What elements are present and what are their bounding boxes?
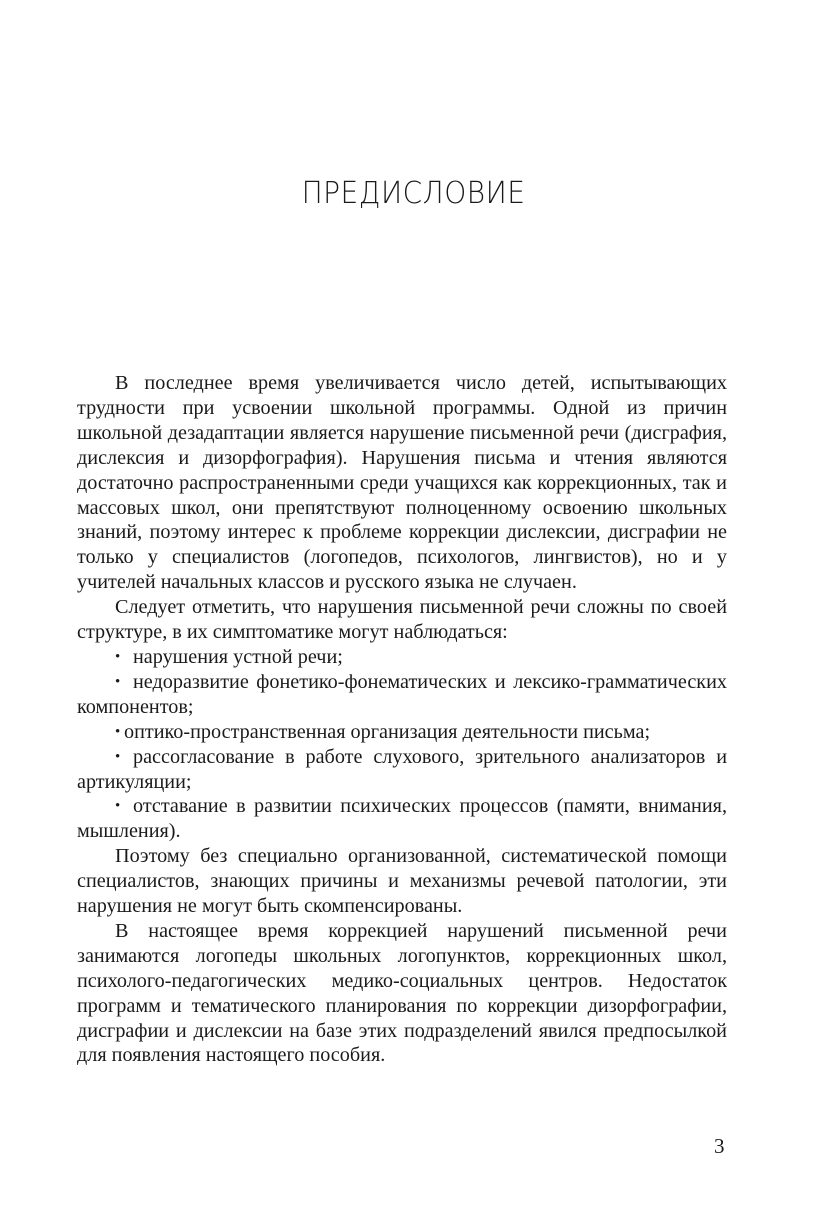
bullet-item — [77, 645, 727, 670]
bullet-item — [77, 670, 727, 720]
paragraph: В последнее время увеличивается число детей, испытывающих трудности при усвоении школьной программы. Одной из причин школьной дезадаптации является нарушение письменной речи (дисграфия, дислексия и дизорфография). Нарушения письма и чтения являются достаточно распространенными среди учащихся как коррекционных, так и массовых школ, они препятствуют полноценному освоению школьных знаний, поэтому интерес к проблеме коррекции дислексии, дисграфии не только у специалистов (логопедов, психологов, лингвистов), но и у учителей начальных классов и русского языка не случаен. — [77, 372, 727, 594]
body-text — [77, 371, 727, 1068]
paragraph: Поэтому без специально организованной, систематической помощи специалистов, знающих причины и механизмы речевой патологии, эти нарушения не могут быть скомпенсированы. — [77, 845, 727, 918]
bullet-text: отставание в развитии психических процессов (памяти, внимания, мышления). — [77, 795, 727, 843]
bullet-icon: • — [115, 798, 121, 815]
bullet-icon: • — [115, 673, 121, 690]
bullet-item — [77, 794, 727, 844]
bullet-item — [77, 745, 727, 795]
bullet-item — [77, 720, 727, 745]
page-number: 3 — [714, 1134, 725, 1158]
bullet-text: рассогласование в работе слухового, зрительного анализаторов и артикуляции; — [77, 745, 727, 793]
bullet-text: недоразвитие фонетико-фонематических и лексико-грамматических компонентов; — [77, 670, 727, 718]
bullet-text: оптико-пространственная организация деятельности письма; — [124, 720, 651, 743]
page-title: ПРЕДИСЛОВИЕ — [301, 174, 526, 211]
paragraph: Следует отметить, что нарушения письменной речи сложны по своей структуре, в их симптоматике могут наблюдаться: — [77, 596, 727, 644]
paragraph: В настоящее время коррекцией нарушений письменной речи занимаются логопеды школьных логопунктов, коррекционных школ, психолого-педагогических медико-социальных центров. Недостаток программ и тематического планирования по коррекции дизорфографии, дисграфии и дислексии на базе этих подразделений явился предпосылкой для появления настоящего пособия. — [77, 919, 727, 1067]
bullet-icon: • — [115, 748, 121, 765]
bullet-icon: • — [115, 648, 121, 665]
bullet-icon: • — [115, 723, 121, 740]
bullet-text: нарушения устной речи; — [133, 645, 343, 668]
